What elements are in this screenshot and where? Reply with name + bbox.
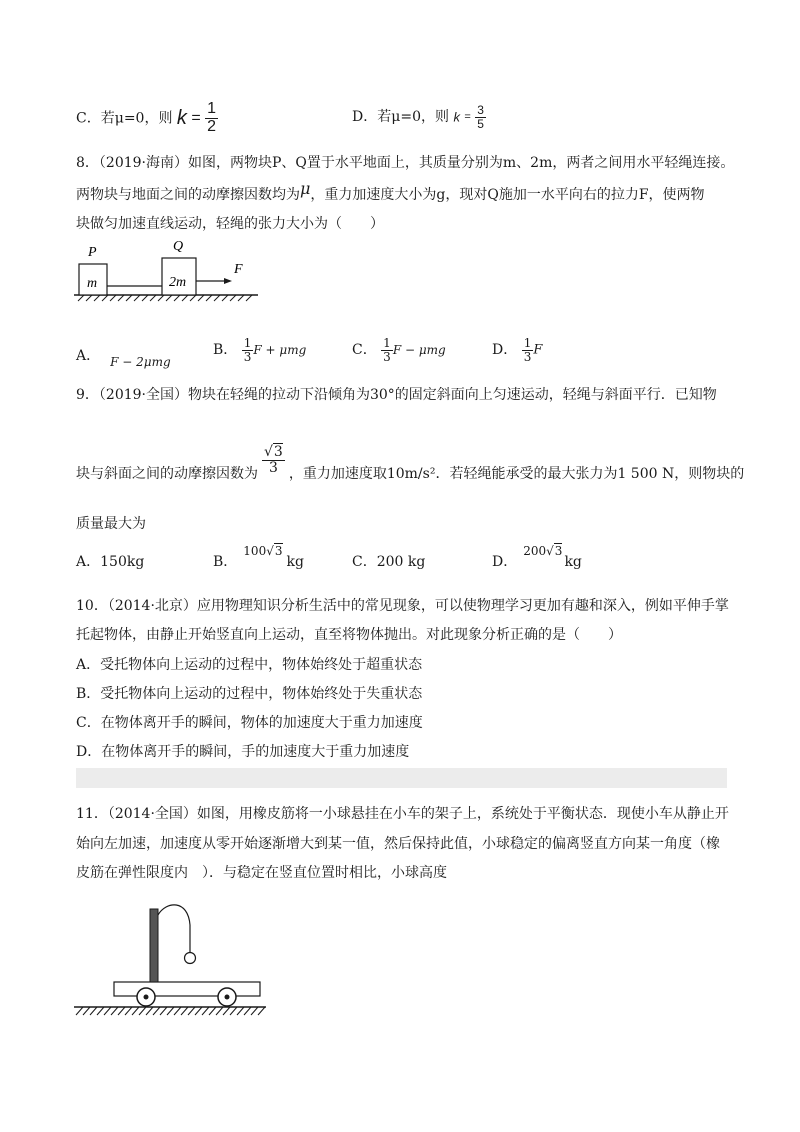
text-segment: 两物块与地面之间的动摩擦因数均为 <box>76 187 300 203</box>
label-f: F <box>234 262 243 277</box>
option-expression: F <box>533 342 543 358</box>
option-label: D． <box>492 342 518 359</box>
equals-sign: = <box>191 109 201 127</box>
k-symbol: k <box>453 109 460 125</box>
text-segment: 块与斜面之间的动摩擦因数为 <box>76 466 258 483</box>
fraction <box>522 337 534 363</box>
q10-option-d: D．在物体离开手的瞬间，手的加速度大于重力加速度 <box>76 744 410 760</box>
q9-line-1: 9．（2019·全国）物块在轻绳的拉动下沿倾角为30°的固定斜面向上匀速运动，轻绳与斜面平行．已知物 <box>76 387 717 403</box>
arrow-head <box>224 278 232 284</box>
fraction <box>205 101 218 136</box>
option-label: C． <box>352 554 377 570</box>
fraction-denominator: 3 <box>383 349 391 364</box>
option-label: B． <box>213 554 238 570</box>
unit: kg <box>286 554 304 570</box>
radicand: 3 <box>554 544 563 558</box>
radicand: 3 <box>274 544 283 558</box>
option-label: D． <box>492 554 518 570</box>
q8-line-2 <box>76 179 705 204</box>
q7-option-d <box>352 104 486 130</box>
fraction-numerator: 1 <box>207 100 217 117</box>
fraction <box>242 337 254 363</box>
fraction-denominator: 5 <box>477 116 484 131</box>
q10-line-1: 10．（2014·北京）应用物理知识分析生活中的常见现象，可以使物理学习更加有趣和深入，例如平伸手掌 <box>76 598 729 614</box>
option-label: B． <box>213 342 238 359</box>
q8-option-b <box>213 337 306 363</box>
fraction-denominator: 3 <box>523 349 532 364</box>
q11-line-1: 11．（2014·全国）如图，用橡皮筋将一小球悬挂在小车的架子上，系统处于平衡状态．现使小车从静止开 <box>76 806 729 822</box>
cart-body <box>114 982 260 996</box>
option-expression: F − μmg <box>392 343 446 358</box>
q9-line-3: 质量最大为 <box>76 516 146 532</box>
fraction-denominator: 3 <box>262 460 285 476</box>
q10-option-c: C．在物体离开手的瞬间，物体的加速度大于重力加速度 <box>76 715 423 731</box>
option-text: 150kg <box>100 554 145 570</box>
option-label: A． <box>76 554 101 570</box>
section-divider-bar <box>76 768 727 788</box>
option-text: 若μ=0，则 <box>377 109 449 126</box>
option-label: D． <box>352 109 378 126</box>
q9-option-c <box>352 551 425 571</box>
text-segment: ，重力加速度取10m/s²．若轻绳能承受的最大张力为1 500 N，则物块的 <box>288 466 745 483</box>
equals-sign: = <box>464 111 471 124</box>
q9-option-d: D．200√3kg <box>492 544 582 570</box>
q8-figure-blocks <box>70 236 270 302</box>
coefficient: 200 <box>523 544 547 558</box>
option-label: A． <box>76 348 101 364</box>
frame-post <box>150 909 158 982</box>
q10-line-2: 托起物体，由静止开始竖直向上运动，直至将物体抛出。对此现象分析正确的是（ ） <box>76 627 622 643</box>
fraction-denominator: 2 <box>207 117 217 135</box>
coefficient: 100 <box>243 544 267 558</box>
option-label: C． <box>352 342 377 359</box>
text-segment: ，重力加速度大小为g，现对Q施加一水平向右的拉力F，使两物 <box>310 187 705 203</box>
option-text: 200 kg <box>376 554 426 570</box>
fraction-numerator: 3 <box>477 103 484 117</box>
label-q: Q <box>173 239 184 254</box>
option-text: 若μ=0，则 <box>100 110 173 127</box>
rubber-band <box>158 905 190 953</box>
q8-option-c <box>352 337 446 363</box>
q9-option-a <box>76 551 144 571</box>
option-expression: F − 2μmg <box>110 355 171 369</box>
ball <box>185 953 196 964</box>
fraction-numerator: 1 <box>523 336 532 350</box>
q9-option-b: B．100√3kg <box>213 544 304 570</box>
option-expression: F + μmg <box>253 343 307 358</box>
q7-option-c <box>76 101 218 136</box>
q10-option-b: B．受托物体向上运动的过程中，物体始终处于失重状态 <box>76 686 423 702</box>
k-symbol: k <box>176 106 187 129</box>
fraction <box>475 104 486 130</box>
fraction <box>381 337 393 363</box>
q8-option-d <box>492 337 542 363</box>
q11-figure-cart <box>70 895 270 1025</box>
q9-line-2 <box>76 444 745 489</box>
fraction-numerator: 1 <box>383 336 391 350</box>
q8-option-a <box>76 345 171 369</box>
option-label: C． <box>76 110 101 127</box>
label-p: P <box>88 245 97 260</box>
fraction-sqrt3-over-3: $\frac{√3}{3}$ <box>264 444 283 476</box>
mu-symbol: μ <box>300 179 311 198</box>
label-m: m <box>87 276 98 291</box>
q11-line-3: 皮筋在弹性限度内 ）．与稳定在竖直位置时相比，小球高度 <box>76 865 447 881</box>
fraction-denominator: 3 <box>243 349 252 364</box>
label-2m: 2m <box>169 275 187 290</box>
fraction-numerator: 1 <box>243 336 252 350</box>
q10-option-a: A．受托物体向上运动的过程中，物体始终处于超重状态 <box>76 657 423 673</box>
q8-line-1: 8．（2019·海南）如图，两物块P、Q置于水平地面上，其质量分别为m、2m，两者之间用水平轻绳连接。 <box>76 155 735 171</box>
q8-line-3: 块做匀加速直线运动，轻绳的张力大小为（ ） <box>76 216 384 232</box>
unit: kg <box>564 554 582 570</box>
q11-line-2: 始向左加速，加速度从零开始逐渐增大到某一值，然后保持此值，小球稳定的偏离竖直方向某一角度（橡 <box>76 836 720 852</box>
fraction-numerator: 3 <box>273 444 283 460</box>
